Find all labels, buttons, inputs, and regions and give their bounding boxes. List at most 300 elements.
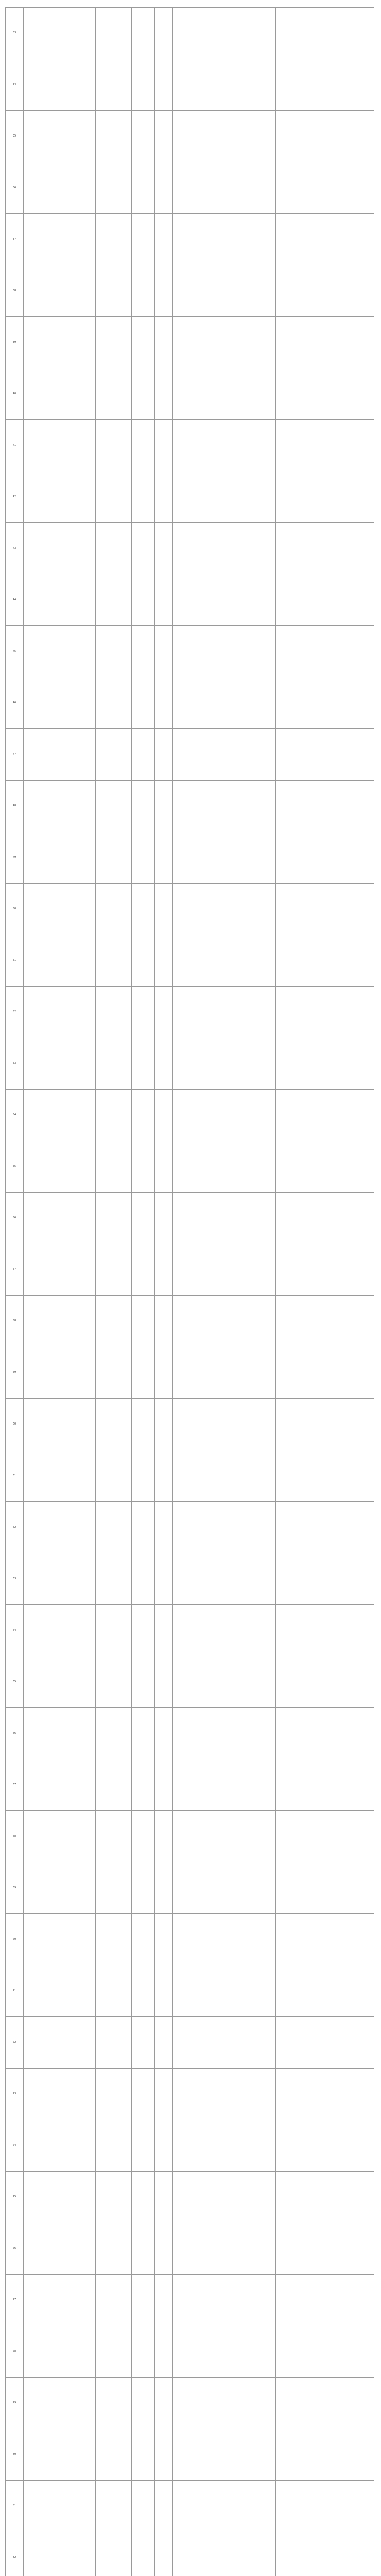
row-number-cell: 44	[6, 574, 24, 626]
table-row	[6, 214, 374, 265]
table-cell	[276, 420, 299, 471]
row-number-cell: 43	[6, 523, 24, 574]
table-cell	[24, 1296, 57, 1347]
table-cell	[155, 1502, 173, 1553]
table-cell	[299, 626, 322, 677]
table-cell	[276, 1141, 299, 1193]
table-cell	[57, 1090, 96, 1141]
table-cell	[57, 2017, 96, 2069]
row-number-cell: 61	[6, 1450, 24, 1502]
table-cell	[57, 1038, 96, 1090]
table-cell	[276, 677, 299, 729]
table-row	[6, 1038, 374, 1090]
row-number-cell: 51	[6, 935, 24, 987]
table-cell	[299, 523, 322, 574]
table-cell	[173, 987, 276, 1038]
table-cell	[276, 884, 299, 935]
table-cell	[322, 2120, 374, 2172]
table-cell	[155, 420, 173, 471]
table-cell	[96, 677, 132, 729]
table-row	[6, 1502, 374, 1553]
table-cell	[173, 1193, 276, 1244]
row-number-cell: 47	[6, 729, 24, 781]
table-cell	[24, 729, 57, 781]
table-cell	[276, 2172, 299, 2223]
row-number-cell: 75	[6, 2172, 24, 2223]
table-cell	[155, 471, 173, 523]
table-row	[6, 2429, 374, 2481]
table-cell	[276, 1811, 299, 1862]
table-cell	[57, 1811, 96, 1862]
table-cell	[24, 111, 57, 162]
table-row	[6, 884, 374, 935]
table-cell	[24, 1450, 57, 1502]
table-row	[6, 2172, 374, 2223]
table-cell	[299, 1038, 322, 1090]
table-cell	[96, 1090, 132, 1141]
table-cell	[173, 162, 276, 214]
table-cell	[57, 2429, 96, 2481]
table-cell	[24, 420, 57, 471]
table-cell	[132, 1656, 155, 1708]
table-cell	[96, 111, 132, 162]
table-cell	[132, 1605, 155, 1656]
table-cell	[96, 832, 132, 884]
table-cell	[96, 1914, 132, 1965]
table-cell	[24, 1965, 57, 2017]
table-row	[6, 59, 374, 111]
table-cell	[96, 2069, 132, 2120]
table-cell	[276, 1347, 299, 1399]
table-cell	[24, 1605, 57, 1656]
regulation-table	[5, 7, 374, 2576]
table-cell	[132, 1862, 155, 1914]
table-row	[6, 1090, 374, 1141]
table-cell	[173, 1296, 276, 1347]
table-cell	[132, 317, 155, 368]
table-cell	[96, 626, 132, 677]
table-cell	[322, 2378, 374, 2429]
table-cell	[173, 265, 276, 317]
table-cell	[173, 317, 276, 368]
row-number-cell: 69	[6, 1862, 24, 1914]
table-cell	[276, 2069, 299, 2120]
table-cell	[155, 987, 173, 1038]
table-cell	[96, 471, 132, 523]
row-number-cell: 72	[6, 2017, 24, 2069]
table-cell	[96, 1450, 132, 1502]
table-body	[6, 8, 374, 2576]
table-cell	[132, 8, 155, 59]
table-cell	[57, 214, 96, 265]
table-row	[6, 1141, 374, 1193]
table-cell	[132, 1502, 155, 1553]
table-cell	[173, 729, 276, 781]
table-cell	[276, 1296, 299, 1347]
table-cell	[276, 265, 299, 317]
table-cell	[96, 2120, 132, 2172]
table-cell	[132, 368, 155, 420]
table-cell	[173, 1038, 276, 1090]
table-cell	[132, 781, 155, 832]
table-cell	[322, 1965, 374, 2017]
table-cell	[173, 2223, 276, 2275]
table-cell	[276, 832, 299, 884]
table-cell	[96, 2017, 132, 2069]
table-cell	[322, 214, 374, 265]
table-cell	[299, 317, 322, 368]
table-cell	[57, 2326, 96, 2378]
table-cell	[132, 265, 155, 317]
table-cell	[57, 59, 96, 111]
table-cell	[173, 2429, 276, 2481]
table-cell	[24, 2120, 57, 2172]
table-cell	[322, 832, 374, 884]
table-cell	[132, 626, 155, 677]
table-cell	[57, 1141, 96, 1193]
table-cell	[322, 1090, 374, 1141]
table-cell	[299, 2120, 322, 2172]
table-cell	[322, 1759, 374, 1811]
row-number-cell: 59	[6, 1347, 24, 1399]
table-row	[6, 2326, 374, 2378]
row-number-cell: 57	[6, 1244, 24, 1296]
table-cell	[276, 2378, 299, 2429]
table-row	[6, 2481, 374, 2532]
table-row	[6, 2378, 374, 2429]
table-cell	[173, 1450, 276, 1502]
table-cell	[132, 677, 155, 729]
table-cell	[299, 1244, 322, 1296]
row-number-cell: 41	[6, 420, 24, 471]
table-cell	[299, 1914, 322, 1965]
table-row	[6, 471, 374, 523]
table-row	[6, 420, 374, 471]
table-cell	[132, 214, 155, 265]
table-cell	[322, 1656, 374, 1708]
table-cell	[322, 2172, 374, 2223]
table-cell	[276, 214, 299, 265]
table-cell	[132, 1553, 155, 1605]
table-cell	[322, 1914, 374, 1965]
table-cell	[24, 1038, 57, 1090]
table-cell	[322, 987, 374, 1038]
table-cell	[24, 935, 57, 987]
row-number-cell: 36	[6, 162, 24, 214]
table-cell	[322, 1450, 374, 1502]
table-cell	[155, 317, 173, 368]
table-cell	[299, 884, 322, 935]
table-cell	[155, 2069, 173, 2120]
table-cell	[96, 2481, 132, 2532]
row-number-cell: 50	[6, 884, 24, 935]
table-cell	[299, 832, 322, 884]
table-cell	[96, 2223, 132, 2275]
row-number-cell: 64	[6, 1605, 24, 1656]
table-cell	[173, 2275, 276, 2326]
table-cell	[24, 2326, 57, 2378]
table-cell	[155, 1605, 173, 1656]
row-number-cell: 45	[6, 626, 24, 677]
table-cell	[57, 265, 96, 317]
table-cell	[57, 2172, 96, 2223]
table-cell	[132, 1914, 155, 1965]
table-cell	[276, 1656, 299, 1708]
table-cell	[299, 987, 322, 1038]
table-cell	[155, 1347, 173, 1399]
table-cell	[96, 1553, 132, 1605]
table-cell	[322, 2069, 374, 2120]
table-cell	[173, 2069, 276, 2120]
table-cell	[299, 1450, 322, 1502]
table-cell	[57, 884, 96, 935]
table-cell	[299, 2326, 322, 2378]
table-cell	[155, 677, 173, 729]
table-cell	[155, 626, 173, 677]
row-number-cell: 70	[6, 1914, 24, 1965]
table-cell	[132, 59, 155, 111]
table-cell	[322, 2275, 374, 2326]
table-cell	[155, 2429, 173, 2481]
table-cell	[24, 317, 57, 368]
table-cell	[57, 832, 96, 884]
table-cell	[173, 1862, 276, 1914]
table-cell	[155, 59, 173, 111]
table-cell	[322, 1399, 374, 1450]
table-row	[6, 2223, 374, 2275]
table-cell	[132, 1141, 155, 1193]
table-cell	[173, 2378, 276, 2429]
table-cell	[132, 884, 155, 935]
table-cell	[24, 2172, 57, 2223]
table-cell	[57, 1708, 96, 1759]
row-number-cell: 78	[6, 2326, 24, 2378]
table-row	[6, 2532, 374, 2576]
row-number-cell: 77	[6, 2275, 24, 2326]
table-cell	[96, 368, 132, 420]
table-cell	[96, 1193, 132, 1244]
table-cell	[96, 420, 132, 471]
table-cell	[173, 1759, 276, 1811]
table-cell	[132, 1450, 155, 1502]
table-cell	[57, 1244, 96, 1296]
table-cell	[173, 2172, 276, 2223]
table-cell	[24, 1090, 57, 1141]
table-cell	[24, 2223, 57, 2275]
table-cell	[57, 1502, 96, 1553]
table-cell	[24, 523, 57, 574]
table-cell	[276, 987, 299, 1038]
table-cell	[276, 523, 299, 574]
table-cell	[132, 1090, 155, 1141]
table-cell	[96, 729, 132, 781]
table-cell	[96, 1759, 132, 1811]
table-cell	[57, 162, 96, 214]
row-number-cell: 73	[6, 2069, 24, 2120]
row-number-cell: 53	[6, 1038, 24, 1090]
table-row	[6, 317, 374, 368]
table-row	[6, 1399, 374, 1450]
table-row	[6, 1656, 374, 1708]
table-row	[6, 265, 374, 317]
table-row	[6, 368, 374, 420]
table-cell	[155, 2378, 173, 2429]
table-cell	[24, 1914, 57, 1965]
table-cell	[96, 2172, 132, 2223]
table-cell	[155, 1399, 173, 1450]
table-cell	[57, 2532, 96, 2576]
table-cell	[155, 1090, 173, 1141]
table-cell	[276, 162, 299, 214]
row-number-cell: 42	[6, 471, 24, 523]
table-cell	[155, 1708, 173, 1759]
table-cell	[57, 1296, 96, 1347]
table-cell	[96, 1708, 132, 1759]
table-row	[6, 162, 374, 214]
row-number-cell: 54	[6, 1090, 24, 1141]
table-cell	[322, 8, 374, 59]
table-cell	[96, 1605, 132, 1656]
table-cell	[155, 1811, 173, 1862]
row-number-cell: 37	[6, 214, 24, 265]
table-cell	[322, 2326, 374, 2378]
table-cell	[132, 1244, 155, 1296]
table-cell	[322, 781, 374, 832]
table-cell	[96, 2378, 132, 2429]
row-number-cell: 76	[6, 2223, 24, 2275]
table-cell	[57, 1347, 96, 1399]
table-cell	[24, 59, 57, 111]
table-row	[6, 1811, 374, 1862]
table-cell	[173, 420, 276, 471]
table-cell	[57, 626, 96, 677]
table-cell	[57, 1965, 96, 2017]
table-cell	[155, 832, 173, 884]
table-cell	[276, 1399, 299, 1450]
table-cell	[132, 2172, 155, 2223]
table-cell	[155, 523, 173, 574]
table-row	[6, 935, 374, 987]
table-cell	[96, 935, 132, 987]
table-cell	[173, 2532, 276, 2576]
table-cell	[57, 368, 96, 420]
table-cell	[299, 574, 322, 626]
table-cell	[322, 2481, 374, 2532]
table-cell	[322, 1141, 374, 1193]
table-cell	[96, 574, 132, 626]
table-cell	[57, 523, 96, 574]
table-cell	[276, 1605, 299, 1656]
table-cell	[57, 1450, 96, 1502]
table-cell	[132, 2069, 155, 2120]
table-cell	[132, 1965, 155, 2017]
table-cell	[57, 935, 96, 987]
table-cell	[96, 1811, 132, 1862]
table-cell	[276, 1502, 299, 1553]
table-cell	[276, 1862, 299, 1914]
table-cell	[132, 2017, 155, 2069]
table-cell	[322, 1605, 374, 1656]
table-row	[6, 1296, 374, 1347]
table-cell	[173, 523, 276, 574]
table-cell	[57, 1605, 96, 1656]
row-number-cell: 34	[6, 59, 24, 111]
table-cell	[96, 8, 132, 59]
table-cell	[155, 1296, 173, 1347]
table-cell	[96, 2275, 132, 2326]
table-cell	[57, 1193, 96, 1244]
table-cell	[155, 2481, 173, 2532]
table-cell	[132, 420, 155, 471]
table-cell	[299, 1811, 322, 1862]
table-cell	[132, 2120, 155, 2172]
table-cell	[132, 471, 155, 523]
table-cell	[299, 729, 322, 781]
table-row	[6, 1708, 374, 1759]
table-cell	[173, 59, 276, 111]
table-cell	[155, 935, 173, 987]
table-cell	[24, 2275, 57, 2326]
table-row	[6, 729, 374, 781]
table-cell	[299, 1090, 322, 1141]
table-cell	[57, 2223, 96, 2275]
table-cell	[173, 1399, 276, 1450]
row-number-cell: 79	[6, 2378, 24, 2429]
table-cell	[96, 884, 132, 935]
table-cell	[155, 2326, 173, 2378]
row-number-cell: 55	[6, 1141, 24, 1193]
table-row	[6, 2275, 374, 2326]
table-cell	[173, 2120, 276, 2172]
table-cell	[24, 1141, 57, 1193]
table-cell	[155, 1244, 173, 1296]
row-number-cell: 39	[6, 317, 24, 368]
table-cell	[299, 2223, 322, 2275]
table-cell	[173, 1656, 276, 1708]
table-cell	[299, 1141, 322, 1193]
table-cell	[322, 1244, 374, 1296]
table-cell	[132, 523, 155, 574]
table-cell	[299, 2069, 322, 2120]
table-row	[6, 677, 374, 729]
table-cell	[155, 781, 173, 832]
table-cell	[155, 2223, 173, 2275]
table-cell	[322, 1708, 374, 1759]
table-cell	[132, 832, 155, 884]
table-cell	[155, 265, 173, 317]
table-cell	[173, 1708, 276, 1759]
table-row	[6, 2017, 374, 2069]
row-number-cell: 80	[6, 2429, 24, 2481]
table-cell	[24, 1399, 57, 1450]
table-cell	[24, 265, 57, 317]
table-cell	[276, 1708, 299, 1759]
row-number-cell: 46	[6, 677, 24, 729]
row-number-cell: 74	[6, 2120, 24, 2172]
row-number-cell: 81	[6, 2481, 24, 2532]
table-cell	[299, 214, 322, 265]
table-cell	[155, 2017, 173, 2069]
table-cell	[155, 162, 173, 214]
table-cell	[276, 111, 299, 162]
table-cell	[173, 1502, 276, 1553]
table-cell	[276, 1914, 299, 1965]
table-cell	[276, 2223, 299, 2275]
table-cell	[299, 1656, 322, 1708]
table-cell	[276, 1450, 299, 1502]
table-cell	[155, 111, 173, 162]
table-cell	[173, 832, 276, 884]
